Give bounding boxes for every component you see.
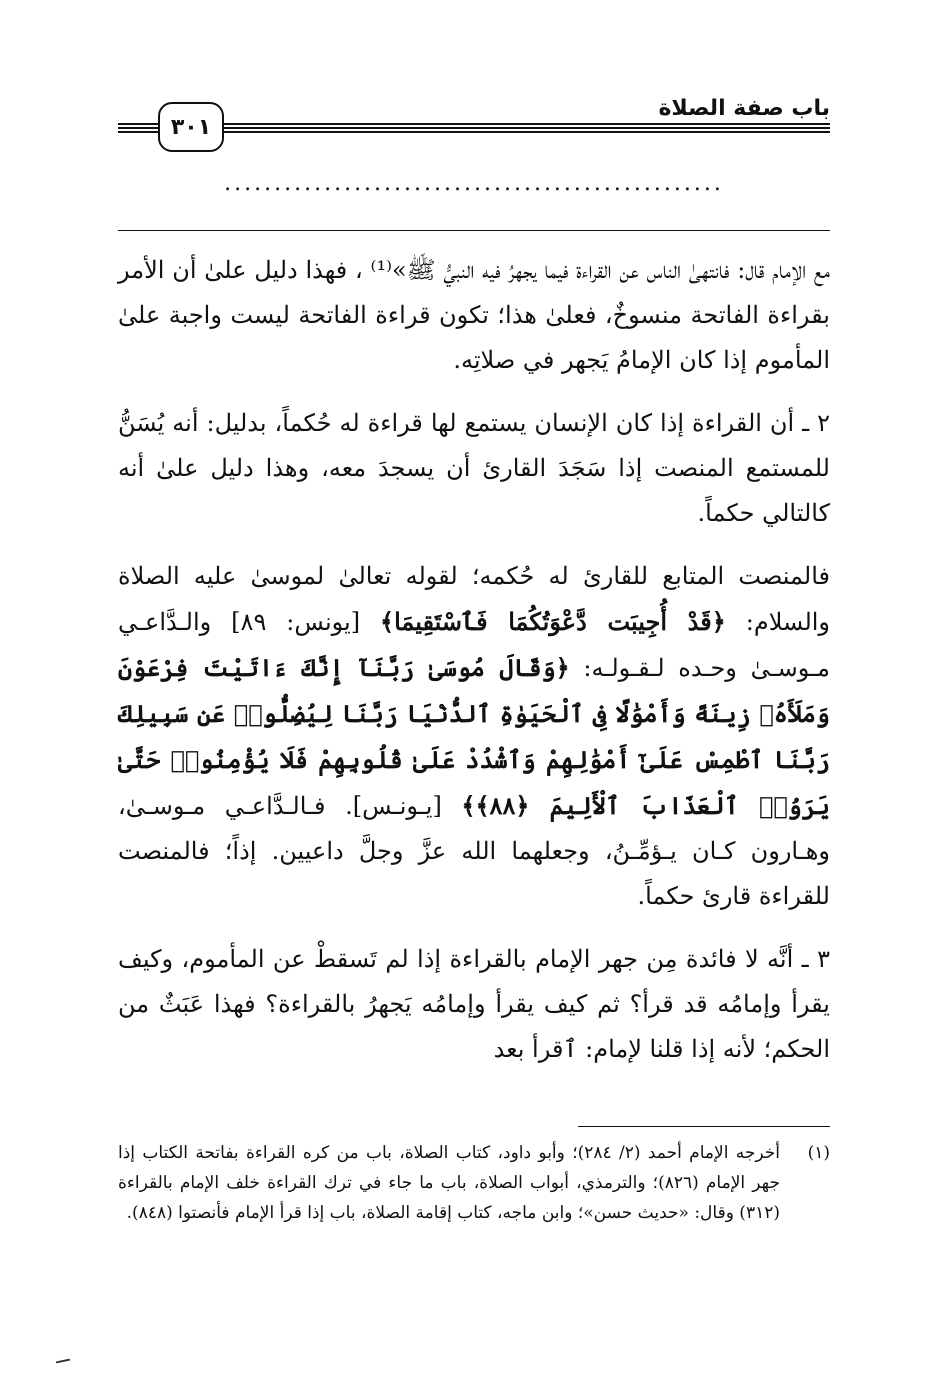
paragraph-4: ٣ ـ أنَّه لا فائدة مِن جهر الإمام بالقراءة إذا لم تَسقطْ عن المأموم، وكيف يقرأ وإمامُه قد قرأ؟ ثم كيف يقرأ وإمامُه يَجهرُ بالقراءة؟ فهذا عَبَثٌ من الحكم؛ لأنه إذا قلنا لإمام: ٱقرأ بعد	[118, 945, 830, 1063]
header-rule	[118, 131, 158, 133]
main-text	[118, 248, 830, 1090]
scan-mark	[56, 1359, 70, 1364]
paragraph-2: ٢ ـ أن القراءة إذا كان الإنسان يستمع لها قراءة له حُكماً، بدليل: أنه يُسَنُّ للمستمع المنصت إذا سَجَدَ القارئ أن يسجدَ معه، وهذا دليل علىٰ أنه كالتالي حكماً.	[118, 409, 830, 527]
header-rule	[224, 127, 830, 129]
footnote	[118, 1138, 830, 1228]
header-rule	[224, 123, 830, 125]
paragraph-3-text: [يـونـس]. فـالـدَّاعـي مـوسـىٰ، وهـارون كـان يـؤمِّـنُ، وجعلهما الله عزَّ وجلَّ داعيين. إذاً؛ فالمنصت للقراءة قارئ حكماً.	[118, 792, 830, 910]
dotted-separator: ..................................................	[224, 171, 724, 196]
header-rule	[118, 127, 158, 129]
header-rule	[118, 123, 158, 125]
page-header	[118, 96, 830, 156]
page-number: ٣٠١	[158, 102, 224, 152]
chapter-title: باب صفة الصلاة	[650, 96, 830, 121]
quran-verse-2: ﴿وَقَالَ مُوسَىٰ رَبَّنَآ إِنَّكَ ءَاتَيْتَ فِرْعَوْنَ وَمَلَأَهُۥ زِينَةً وَأَمْوَٰلًا فِى ٱلْحَيَوٰةِ ٱلدُّنْيَا رَبَّنَا لِيُضِلُّوا۟ عَن سَبِيلِكَ رَبَّنَا ٱطْمِسْ عَلَىٰٓ أَمْوَٰلِهِمْ وَٱشْدُدْ عَلَىٰ قُلُوبِهِمْ فَلَا يُؤْمِنُوا۟ حَتَّىٰ يَرَوُا۟ ٱلْعَذَابَ ٱلْأَلِيمَ ﴿٨٨﴾﴾	[118, 653, 830, 820]
header-rule	[224, 131, 830, 133]
paragraph-1: مع الإمام قال: فانتهىٰ الناس عن القراءة فيما يجهرُ فيه النبيُّ ﷺ»⁽¹⁾ ، فهذا دليل علىٰ أن الأمر بقراءة الفاتحة منسوخٌ، فعلىٰ هذا؛ تكون قراءة الفاتحة ليست واجبة علىٰ المأموم إذا كان الإمامُ يَجهر في صلاتِه.	[118, 256, 830, 374]
top-separator-line	[118, 230, 830, 231]
footnote-text: أخرجه الإمام أحمد (٢/ ٢٨٤)؛ وأبو داود، كتاب الصلاة، باب من كره القراءة بفاتحة الكتاب إذا جهر الإمام (٨٢٦)؛ والترمذي، أبواب الصلاة، باب ما جاء في ترك القراءة خلف الإمام بالقراءة (٣١٢) وقال: «حديث حسن»؛ وابن ماجه، كتاب إقامة الصلاة، باب إذا قرأ الإمام فأنصتوا (٨٤٨).	[118, 1143, 780, 1223]
paragraph-3-text: فالمنصت المتابع للقارئ له حُكمه؛ لقوله تعالىٰ لموسىٰ عليه الصلاة والسلام:	[118, 562, 831, 636]
paragraph-3	[118, 554, 830, 919]
footnote-marker: (١)	[807, 1143, 830, 1163]
paragraph-3-text: [يونس: ٨٩] والـدَّاعـي مـوسـىٰ وحـده لـقـولـه:	[118, 608, 830, 682]
quran-verse-1: ﴿قَدْ أُجِيبَت دَّعْوَتُكُمَا فَٱسْتَقِيمَا﴾	[380, 607, 726, 636]
footnote-separator	[578, 1126, 830, 1127]
